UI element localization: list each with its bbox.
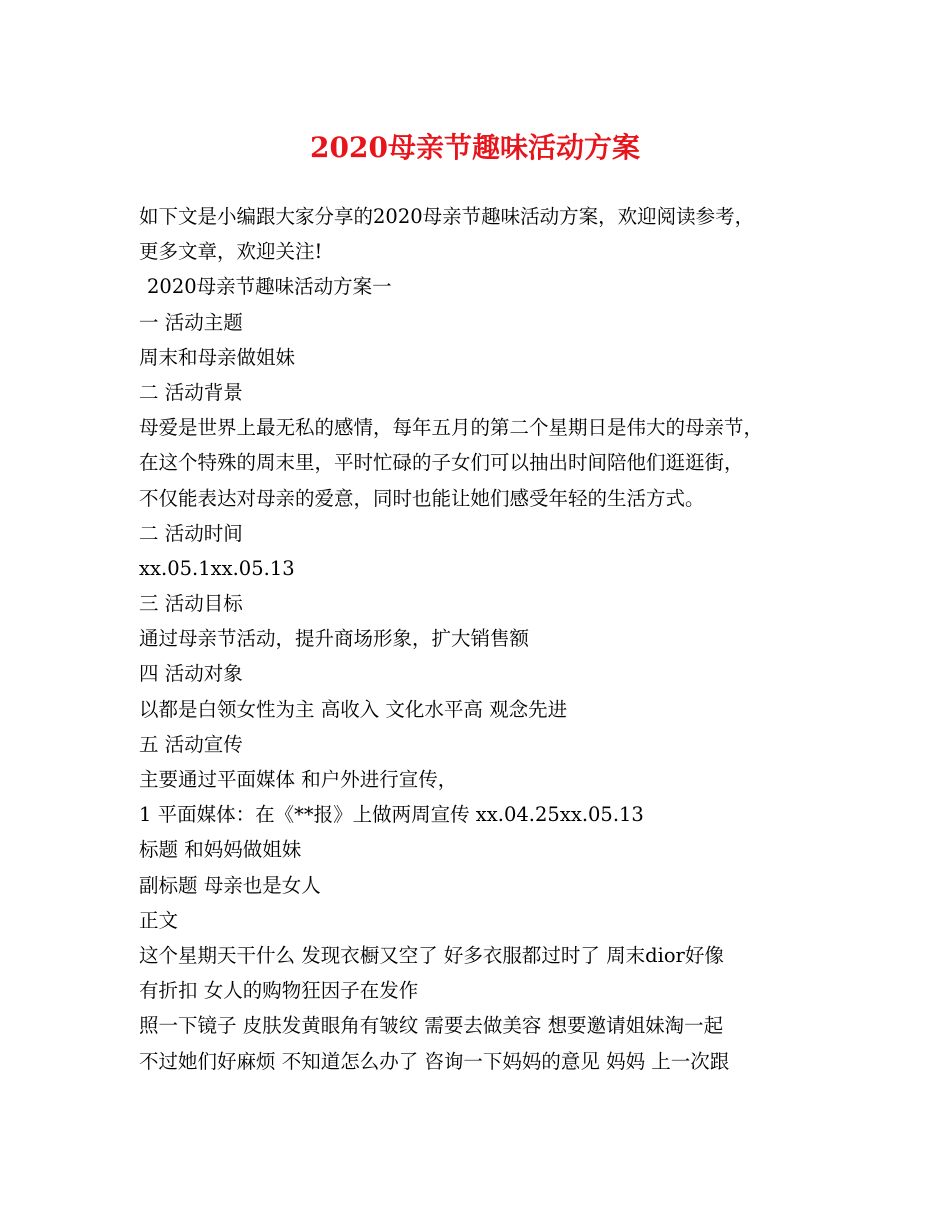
paragraph-line: 周末和母亲做姐妹 xyxy=(139,345,296,369)
paragraph-line: 照一下镜子 皮肤发黄眼角有皱纹 需要去做美容 想要邀请姐妹淘一起 xyxy=(139,1014,724,1038)
section-heading: 四 活动对象 xyxy=(139,662,243,686)
paragraph-line: 不仅能表达对母亲的爱意，同时也能让她们感受年轻的生活方式。 xyxy=(139,486,705,510)
paragraph-line: 母爱是世界上最无私的感情，每年五月的第二个星期日是伟大的母亲节， xyxy=(139,416,764,440)
section-heading: 一 活动主题 xyxy=(139,310,243,334)
paragraph-line: 在这个特殊的周末里，平时忙碌的子女们可以抽出时间陪他们逛逛街， xyxy=(139,451,744,475)
paragraph-line: 这个星期天干什么 发现衣橱又空了 好多衣服都过时了 周末dior好像 xyxy=(139,943,724,967)
section-heading: 三 活动目标 xyxy=(139,592,243,616)
section-heading: 二 活动时间 xyxy=(139,521,243,545)
paragraph-line: 正文 xyxy=(139,908,179,932)
paragraph-line: 1 平面媒体：在《**报》上做两周宣传 xx.04.25xx.05.13 xyxy=(139,803,644,827)
section-heading: 二 活动背景 xyxy=(139,380,243,404)
paragraph-line: 通过母亲节活动，提升商场形象，扩大销售额 xyxy=(139,627,530,651)
section-heading: 五 活动宣传 xyxy=(139,732,243,756)
paragraph-line: 如下文是小编跟大家分享的2020母亲节趣味活动方案，欢迎阅读参考， xyxy=(139,205,755,228)
paragraph-line: 副标题 母亲也是女人 xyxy=(139,873,321,897)
document-body xyxy=(139,199,839,1079)
paragraph-line: 更多文章，欢迎关注! xyxy=(139,240,323,264)
paragraph-line: 以都是白领女性为主 高收入 文化水平高 观念先进 xyxy=(139,697,568,721)
paragraph-line: 标题 和妈妈做姐妹 xyxy=(139,838,302,862)
paragraph-line: xx.05.1xx.05.13 xyxy=(139,556,295,580)
paragraph-line: 主要通过平面媒体 和户外进行宣传， xyxy=(139,768,458,791)
section-heading: 2020母亲节趣味活动方案一 xyxy=(147,275,392,299)
paragraph-line: 不过她们好麻烦 不知道怎么办了 咨询一下妈妈的意见 妈妈 上一次跟 xyxy=(139,1049,730,1073)
paragraph-line: 有折扣 女人的购物狂因子在发作 xyxy=(139,979,419,1003)
document-title: 2020母亲节趣味活动方案 xyxy=(310,131,640,164)
